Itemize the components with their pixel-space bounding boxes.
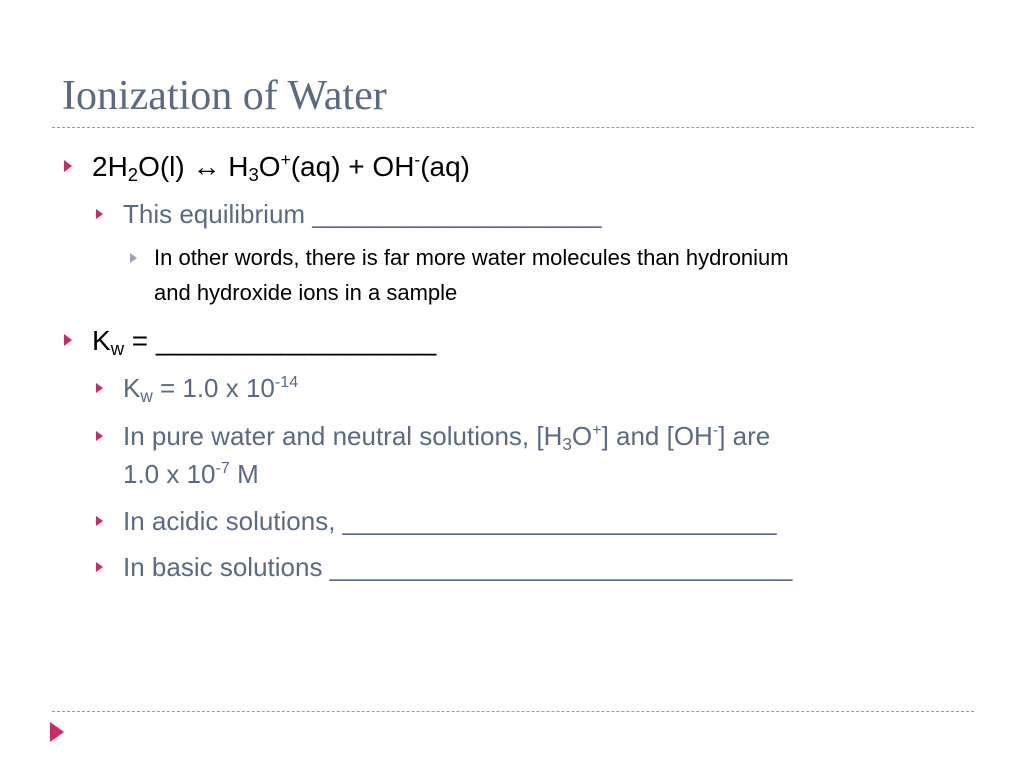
bullet-arrow-icon [64,160,72,172]
bullet-arrow-icon [130,253,137,263]
subscript-text: 3 [248,164,259,186]
bullet-kw-definition [92,325,437,360]
bullet-arrow-icon [96,209,103,219]
subscript-text: 2 [127,164,139,186]
slide-nav-arrow-icon [50,722,64,742]
bullet-text-segment: M [229,459,259,489]
bullet-arrow-icon [64,334,72,346]
superscript-text: -14 [274,373,299,392]
superscript-text: -7 [215,459,230,478]
bullet-text-segment: (aq) + OH [290,151,415,182]
subscript-text: w [110,338,125,360]
bullet-basic [123,552,792,583]
bullet-text-segment: ] and [OH [601,421,713,451]
bullet-text-segment: This equilibrium ____________________ [123,199,602,229]
bullet-kw-value [123,373,298,404]
bullet-equation [92,149,470,186]
subscript-text: 3 [562,433,572,454]
bullet-neutral-line-2 [123,459,259,490]
bullet-text-segment: O [571,421,593,451]
superscript-text: + [280,149,291,170]
bullet-text-segment: 1.0 x 10 [123,459,216,489]
bullet-text-segment: O [258,151,281,182]
bullet-neutral-line-1 [123,421,770,452]
footer-divider [52,711,974,712]
bullet-text-segment: = 1.0 x 10 [152,373,275,403]
bullet-text-segment: In basic solutions ________________________________ [123,552,793,582]
bullet-text-segment: ↔ [192,151,221,182]
bullet-text-segment: (aq) [420,151,470,182]
superscript-text: - [414,149,421,170]
bullet-explanation-line-1: In other words, there is far more water molecules than hydronium [154,245,789,270]
slide-title: Ionization of Water [62,73,387,119]
title-divider [52,127,974,128]
bullet-text-segment: In acidic solutions, ______________________________ [123,506,777,536]
bullet-text-segment: K [123,373,141,403]
bullet-arrow-icon [96,562,103,572]
bullet-arrow-icon [96,431,103,441]
bullet-equilibrium [123,199,602,230]
bullet-text-segment: K [92,325,111,356]
bullet-text-segment: ] are [718,421,771,451]
superscript-text: - [712,421,719,440]
bullet-explanation-line-2: and hydroxide ions in a sample [154,280,458,305]
subscript-text: w [140,385,153,406]
bullet-acidic [123,506,776,537]
bullet-text-segment: H [220,151,249,182]
bullet-arrow-icon [96,383,103,393]
bullet-text-segment: In pure water and neutral solutions, [H [123,421,563,451]
bullet-arrow-icon [96,516,103,526]
superscript-text: + [592,421,602,440]
bullet-text-segment: 2H [92,151,128,182]
bullet-text-segment: O(l) [138,151,193,182]
bullet-text-segment: = __________________ [124,325,437,356]
